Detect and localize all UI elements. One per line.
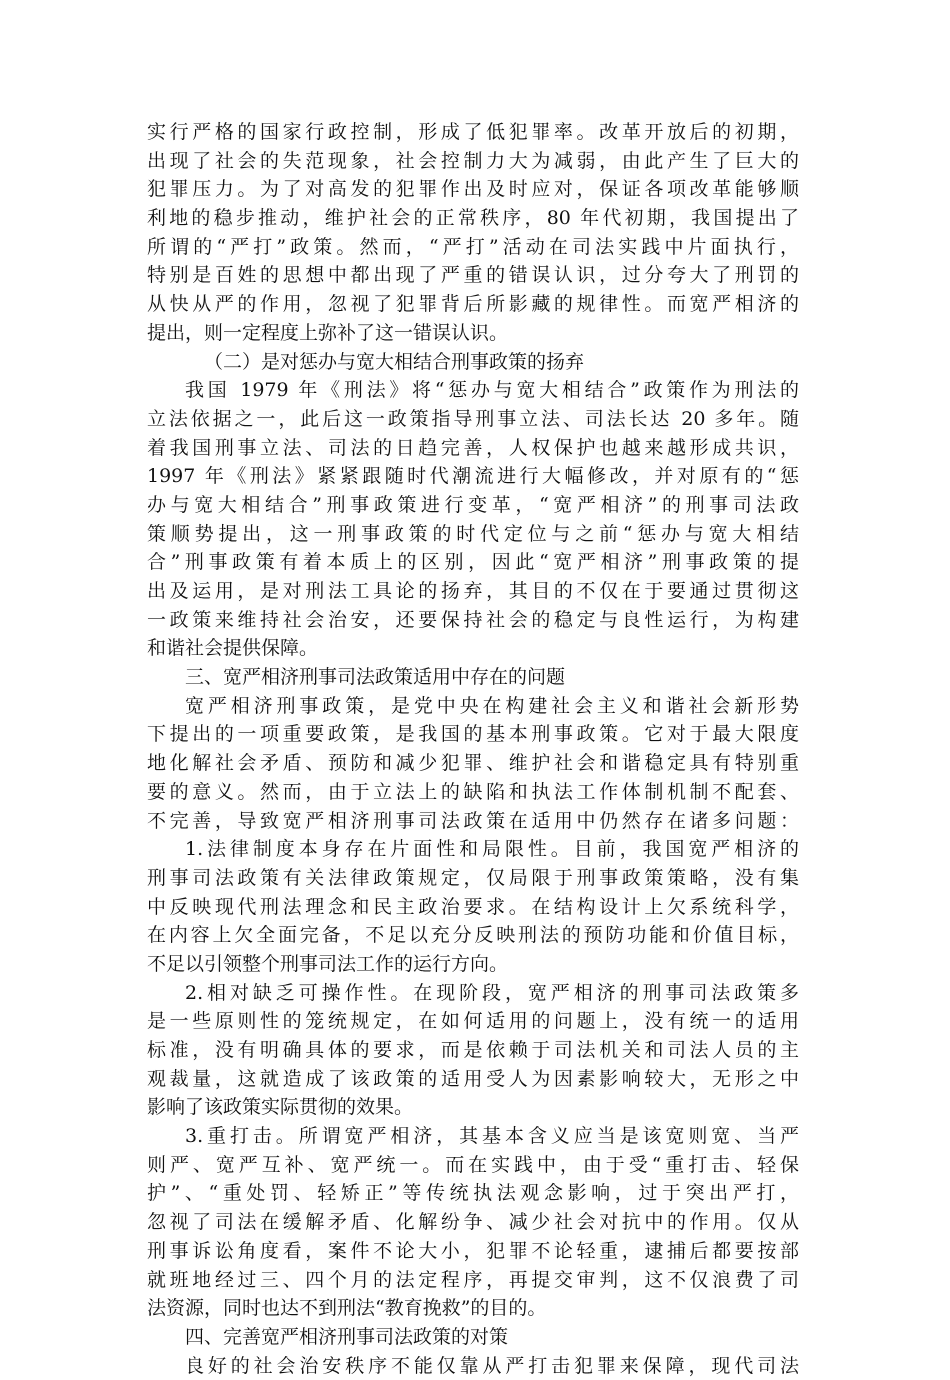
document-body — [147, 118, 799, 1380]
text-line: 特别是百姓的思想中都出现了严重的错误认识，过分夸大了刑罚的 — [147, 264, 799, 287]
text-line: 下提出的一项重要政策，是我国的基本刑事政策。它对于最大限度 — [147, 723, 799, 746]
section-heading: 三、宽严相济刑事司法政策适用中存在的问题 — [185, 666, 566, 689]
text-line: 策顺势提出，这一刑事政策的时代定位与之前“惩办与宽大相结 — [147, 522, 799, 545]
text-line: 中反映现代刑法理念和民主政治要求。在结构设计上欠系统科学， — [147, 895, 799, 918]
text-line: 着我国刑事立法、司法的日趋完善，人权保护也越来越形成共识， — [147, 436, 799, 459]
text-line: 观裁量，这就造成了该政策的适用受人为因素影响较大，无形之中 — [147, 1067, 799, 1090]
section-heading: 四、完善宽严相济刑事司法政策的对策 — [185, 1325, 509, 1348]
text-line: 要的意义。然而，由于立法上的缺陷和执法工作体制机制不配套、 — [147, 780, 799, 803]
paragraph-first-line: 我国 1979 年《刑法》将“惩办与宽大相结合”政策作为刑法的 — [185, 379, 799, 402]
text-line: 影响了该政策实际贯彻的效果。 — [147, 1096, 414, 1119]
text-line: 地化解社会矛盾、预防和减少犯罪、维护社会和谐稳定具有特别重 — [147, 752, 799, 775]
text-line: 出现了社会的失范现象，社会控制力大为减弱，由此产生了巨大的 — [147, 149, 799, 172]
text-line: 所谓的“严打”政策。然而，“严打”活动在司法实践中片面执行， — [147, 235, 799, 258]
text-line: 1997 年《刑法》紧紧跟随时代潮流进行大幅修改，并对原有的“惩 — [147, 465, 799, 488]
paragraph-first-line: 1.法律制度本身存在片面性和局限性。目前，我国宽严相济的 — [185, 838, 799, 861]
text-line: 从快从严的作用，忽视了犯罪背后所影藏的规律性。而宽严相济的 — [147, 293, 799, 316]
text-line: 提出，则一定程度上弥补了这一错误认识。 — [147, 321, 509, 344]
text-line: 刑事诉讼角度看，案件不论大小，犯罪不论轻重，逮捕后都要按部 — [147, 1239, 799, 1262]
text-line: 立法依据之一，此后这一政策指导刑事立法、司法长达 20 多年。随 — [147, 407, 799, 430]
text-line: 犯罪压力。为了对高发的犯罪作出及时应对，保证各项改革能够顺 — [147, 178, 799, 201]
text-line: 标准，没有明确具体的要求，而是依赖于司法机关和司法人员的主 — [147, 1039, 799, 1061]
text-line: 利地的稳步推动，维护社会的正常秩序，80 年代初期，我国提出了 — [147, 207, 799, 230]
paragraph-first-line: 2.相对缺乏可操作性。在现阶段，宽严相济的刑事司法政策多 — [185, 981, 799, 1004]
text-line: 在内容上欠全面完备，不足以充分反映刑法的预防功能和价值目标， — [147, 924, 799, 947]
text-line: 就班地经过三、四个月的法定程序，再提交审判，这不仅浪费了司 — [147, 1268, 799, 1291]
text-line: 法资源，同时也达不到刑法“教育挽救”的目的。 — [147, 1297, 547, 1320]
paragraph-first-line: 良好的社会治安秩序不能仅靠从严打击犯罪来保障，现代司法 — [185, 1354, 799, 1377]
text-line: 刑事司法政策有关法律政策规定，仅局限于刑事政策策略，没有集 — [147, 866, 799, 889]
text-line: 忽视了司法在缓解矛盾、化解纷争、减少社会对抗中的作用。仅从 — [147, 1211, 799, 1234]
paragraph-first-line: 3.重打击。所谓宽严相济，其基本含义应当是该宽则宽、当严 — [185, 1125, 799, 1148]
text-line: 出及运用，是对刑法工具论的扬弃，其目的不仅在于要通过贯彻这 — [147, 580, 799, 602]
text-line: 和谐社会提供保障。 — [147, 637, 319, 660]
text-line: 办与宽大相结合”刑事政策进行变革，“宽严相济”的刑事司法政 — [147, 493, 799, 516]
paragraph-first-line: 宽严相济刑事政策，是党中央在构建社会主义和谐社会新形势 — [185, 694, 799, 717]
text-line: 护”、“重处罚、轻矫正”等传统执法观念影响，过于突出严打， — [147, 1182, 799, 1205]
text-line: 不完善，导致宽严相济刑事司法政策在适用中仍然存在诸多问题： — [147, 809, 799, 832]
section-heading: （二）是对惩办与宽大相结合刑事政策的扬弃 — [204, 350, 585, 373]
text-line: 实行严格的国家行政控制，形成了低犯罪率。改革开放后的初期， — [147, 121, 799, 143]
text-line: 合”刑事政策有着本质上的区别，因此“宽严相济”刑事政策的提 — [147, 551, 799, 574]
text-line: 不足以引领整个刑事司法工作的运行方向。 — [147, 952, 509, 975]
text-line: 则严、宽严互补、宽严统一。而在实践中，由于受“重打击、轻保 — [147, 1153, 799, 1176]
text-line: 是一些原则性的笼统规定，在如何适用的问题上，没有统一的适用 — [147, 1010, 799, 1033]
text-line: 一政策来维持社会治安，还要保持社会的稳定与良性运行，为构建 — [147, 608, 799, 631]
